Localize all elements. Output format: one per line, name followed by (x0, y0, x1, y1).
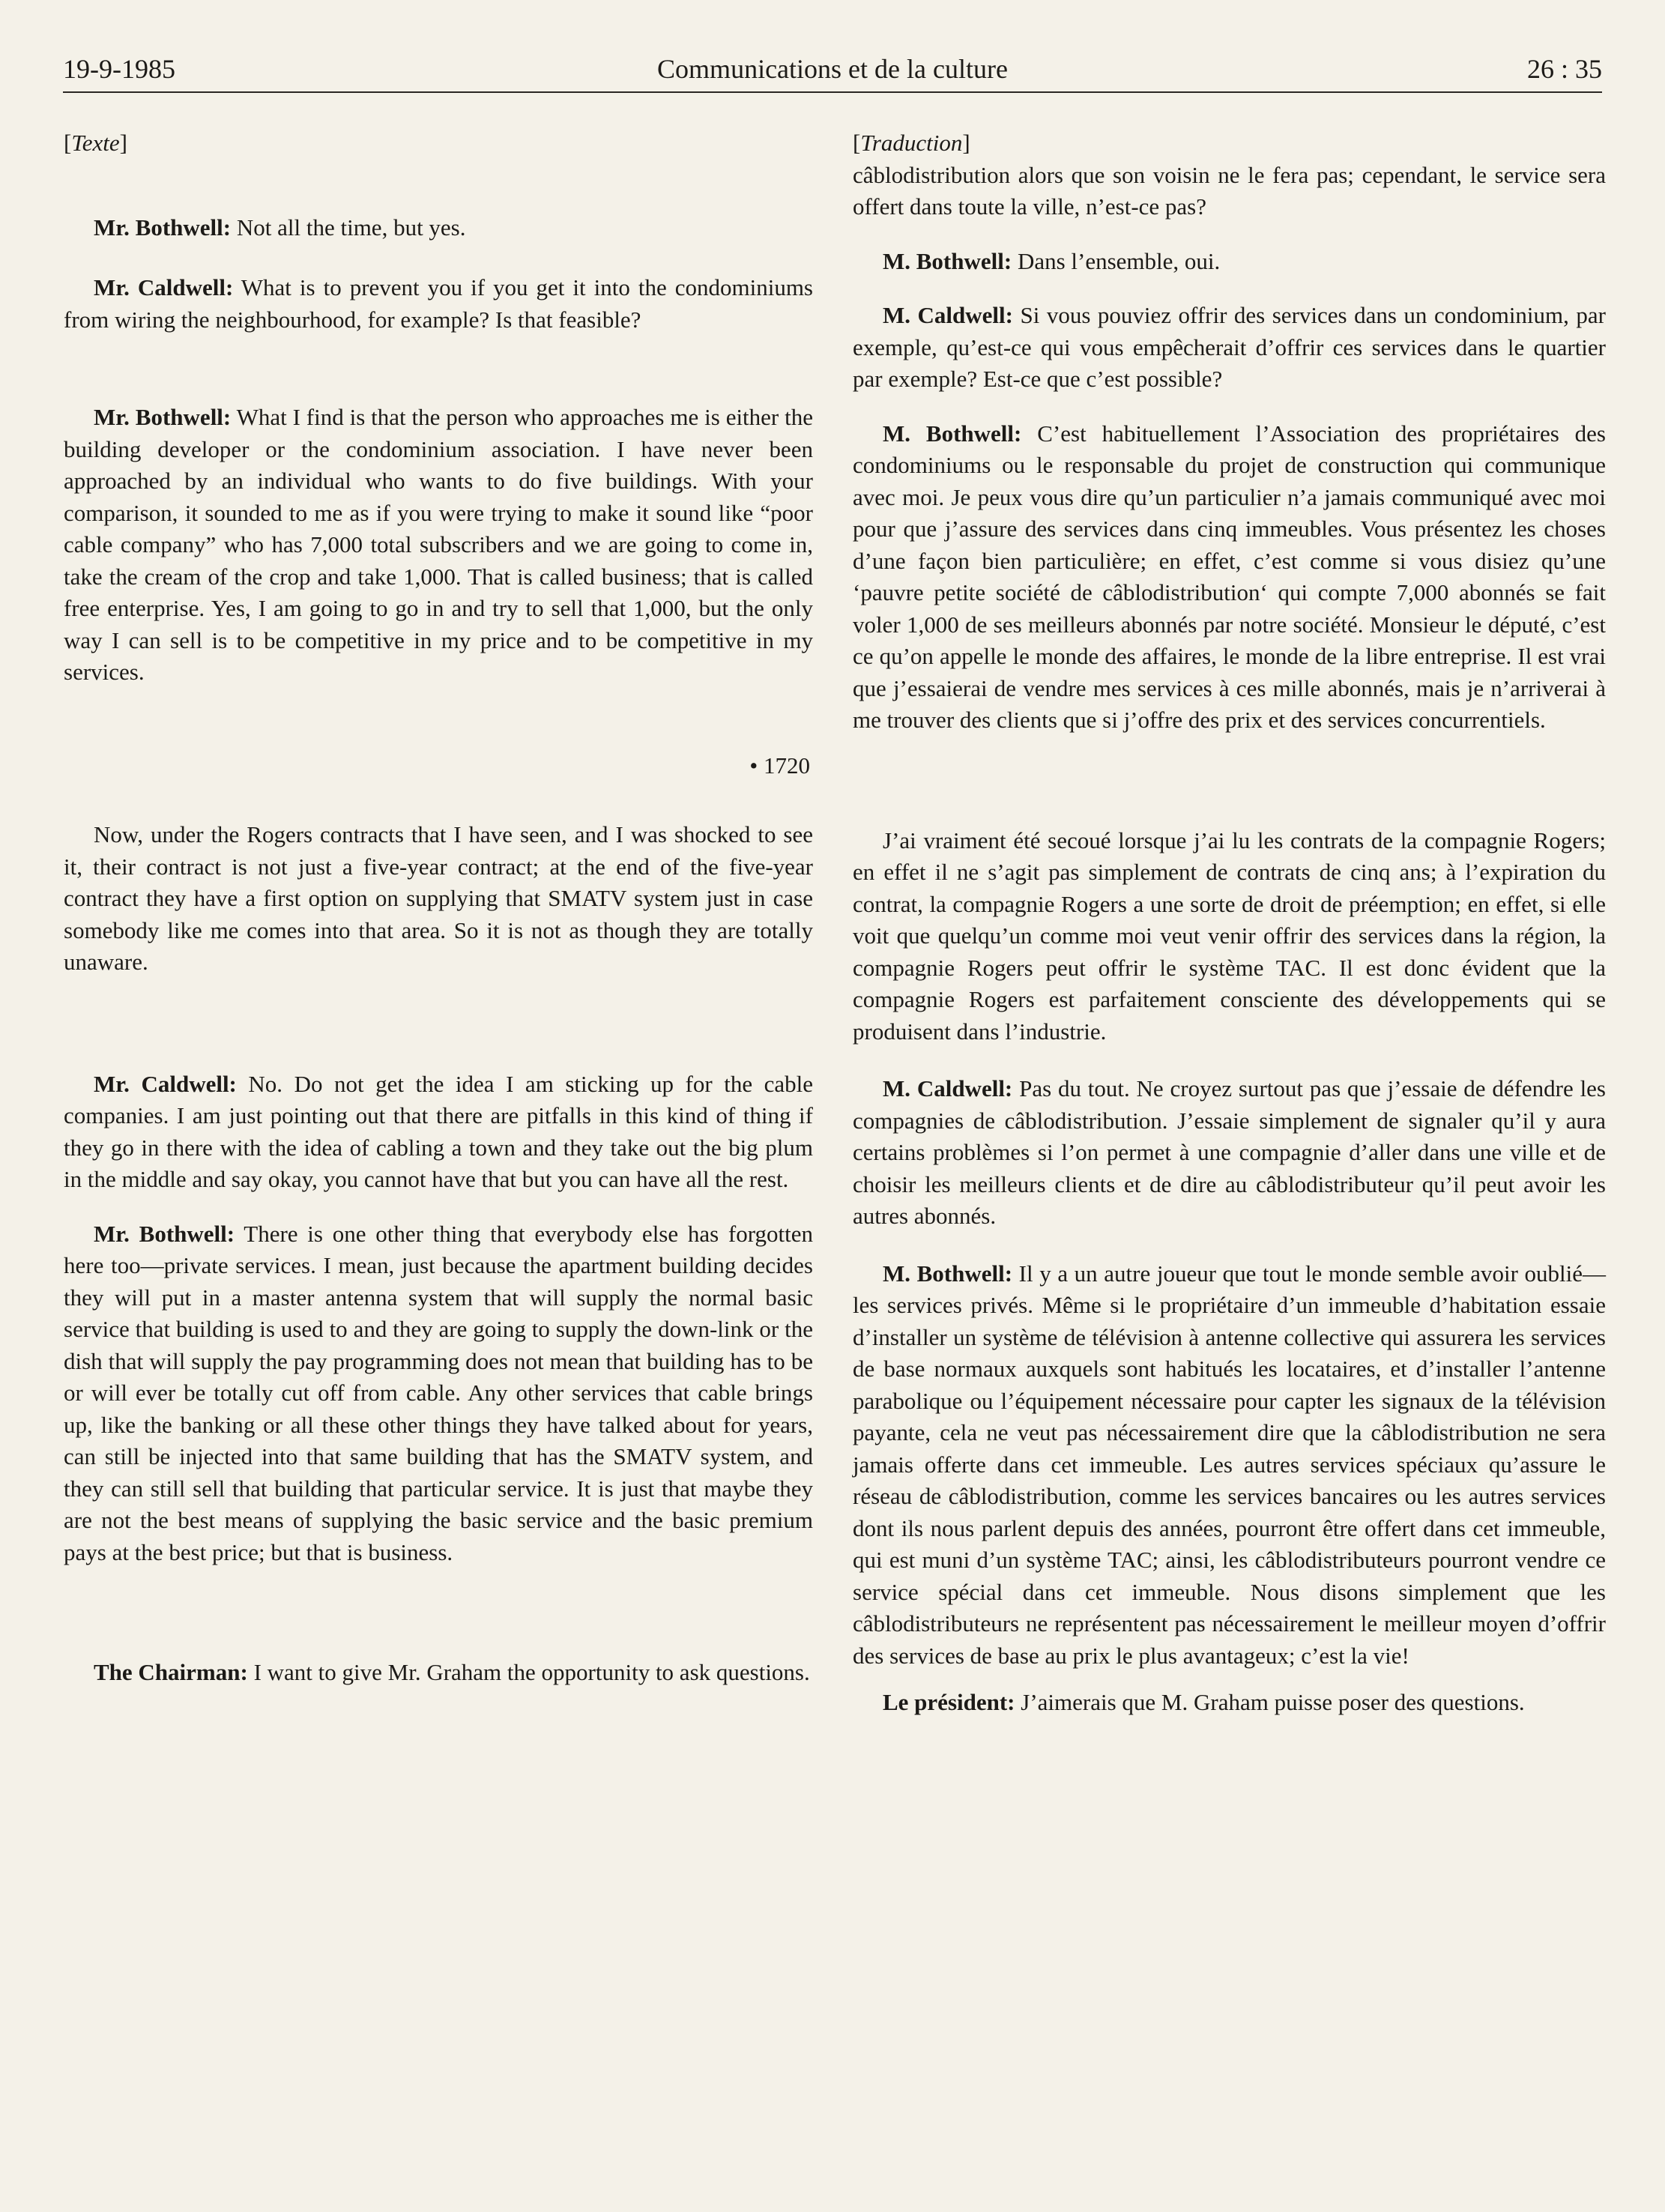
paragraph: Mr. Bothwell: What I find is that the person who approaches me is either the building developer or the condominium association. I have never been approached by an individual who wants to do five buildings. With your comparison, it sounded to me as if you were trying to make it sound like “poor cable company” who has 7,000 total subscribers and we are going to come in, take the cream of the crop and take 1,000. That is called business; that is called free enterprise. Yes, I am going to go in and try to sell that 1,000, but the only way I can sell is to be competitive in my price and to be competitive in my services. (64, 404, 814, 685)
column-label-texte: [Texte] (64, 130, 127, 156)
paragraph: Mr. Bothwell: There is one other thing that everybody else has forgotten here too—private services. I mean, just because the apartment building decides they will put in a master antenna system that will supply the normal basic service that building is used to and they are going to supply the down-link or the dish that will supply the pay programming does not mean that building has to be or will ever be totally cut off from cable. Any other services that cable brings up, like the banking or all these other things they have talked about for years, can still be injected into that same building that has the SMATV system, and they can still sell that building that particular service. It is just that maybe they are not the best means of supplying the basic service and the basic premium pays at the best price; but that is business. (64, 1220, 814, 1565)
paragraph: M. Bothwell: Il y a un autre joueur que tout le monde semble avoir oublié—les services privés. Même si le propriétaire d’un immeuble d’habitation essaie d’installer un système de télévision à antenne collective qui assurera les services de base normaux auxquels sont habitués les locataires, et d’installer l’antenne parabolique ou l’équipement nécessaire pour capter les signaux de la télévision payante, cela ne veut pas nécessairement dire que la câblodistribution ne sera jamais offerte dans cet immeuble. Les autres services spéciaux qu’assure le réseau de câblodistribution, comme les services bancaires ou les autres services dont ils nous parlent depuis des années, pourront être offert dans cet immeuble, qui est muni d’un système TAC; ainsi, les câblodistributeurs pourront vendre ce service spécial dans cet immeuble. Nous disons simplement que les câblodistributeurs ne représentent pas nécessairement le meilleur moyen d’offrir des services de base au prix le plus avantageux; c’est la vie! (853, 1260, 1607, 1669)
paragraph: M. Caldwell: Si vous pouviez offrir des services dans un condominium, par exemple, qu’est-ce qui vous empêcherait d’offrir ces services dans le quartier par exemple? Est-ce que c’est possible? (853, 302, 1606, 392)
paragraph: M. Caldwell: Pas du tout. Ne croyez surtout pas que j’essaie de défendre les compagnies de câblodistribution. J’essaie simplement de signaler qu’il y aura certains problèmes si l’on permet à une compagnie d’aller dans une ville et de choisir les meilleurs clients et de dire au câblodistributeur qu’il peut avoir les autres abonnés. (853, 1075, 1607, 1229)
french-column (853, 127, 1606, 1719)
paragraph: Mr. Caldwell: No. Do not get the idea I am sticking up for the cable companies. I am just pointing out that there are pitfalls in this kind of thing if they go in there with the idea of cabling a town and they take out the big plum in the middle and say okay, you cannot have that but you can have all the rest. (64, 1070, 814, 1192)
paragraph: J’ai vraiment été secoué lorsque j’ai lu les contrats de la compagnie Rogers; en effet il ne s’agit pas simplement de contrats de cinq ans; à l’expiration du contrat, la compagnie Rogers a une sorte de droit de préemption; en effet, si elle voit que quelqu’un comme moi veut venir offrir des services dans la région, la compagnie Rogers peut offrir le système TAC. Il est donc évident que la compagnie Rogers est parfaitement consciente des développements qui se produisent dans l’industrie. (853, 827, 1606, 1045)
speaker-name: Mr. Bothwell: (94, 1220, 235, 1247)
english-column (64, 127, 813, 1689)
header-title: Communications et de la culture (657, 54, 1008, 84)
speaker-name: M. Caldwell: (883, 1075, 1013, 1102)
speaker-name: Mr. Caldwell: (94, 1070, 237, 1097)
paragraph: câblodistribution alors que son voisin ne le fera pas; cependant, le service sera offert dans toute la ville, n’est-ce pas? (853, 161, 1606, 220)
paragraph: The Chairman: I want to give Mr. Graham the opportunity to ask questions. (94, 1659, 810, 1685)
speaker-name: Mr. Bothwell: (94, 404, 232, 430)
paragraph: Le président: J’aimerais que M. Graham puisse poser des questions. (883, 1689, 1525, 1715)
speaker-name: Mr. Caldwell: (94, 274, 234, 300)
speaker-name: Mr. Bothwell: (94, 214, 232, 241)
speaker-name: The Chairman: (94, 1659, 248, 1685)
paragraph: Mr. Bothwell: Not all the time, but yes. (94, 214, 466, 241)
paragraph: M. Bothwell: Dans l’ensemble, oui. (883, 247, 1221, 274)
column-label-traduction: [Traduction] (853, 130, 970, 156)
speaker-name: M. Bothwell: (883, 420, 1022, 447)
time-marker: • 1720 (749, 752, 810, 779)
paragraph: Mr. Caldwell: What is to prevent you if you get it into the condominiums from wiring the neighbourhood, for example? Is that feasible? (64, 274, 813, 333)
speaker-name: M. Bothwell: (883, 247, 1012, 274)
speaker-name: Le président: (883, 1689, 1015, 1715)
page-header (63, 49, 1602, 93)
paragraph: M. Bothwell: C’est habituellement l’Association des propriétaires des condominiums ou le responsable du projet de construction qui communique avec moi. Je peux vous dire qu’un particulier n’a jamais communiqué avec moi pour que j’assure des services dans cinq immeubles. Vous présentez les choses d’une façon bien particulière; en effet, c’est comme si vous disiez qu’une ‘pauvre petite société de câblodistribution‘ qui compte 7,000 abonnés se fait voler 1,000 de ses meilleurs abonnés par notre société. Monsieur le député, c’est ce qu’on appelle le monde des affaires, le monde de la libre entreprise. Il est vrai que j’essaierai de vendre mes services à ces mille abonnés, mais je n’arriverai à me trouver des clients que si j’offre des prix et des services concurrentiels. (853, 420, 1606, 733)
header-date: 19-9-1985 (63, 54, 175, 84)
speaker-name: M. Bothwell: (883, 1260, 1013, 1287)
header-page-number: 26 : 35 (1526, 54, 1602, 84)
paragraph: Now, under the Rogers contracts that I have seen, and I was shocked to see it, their contract is not just a five-year contract; at the end of the five-year contract they have a first option on supplying that SMATV system just in case somebody like me comes into that area. So it is not as though they are totally unaware. (64, 821, 813, 975)
speaker-name: M. Caldwell: (883, 302, 1013, 328)
